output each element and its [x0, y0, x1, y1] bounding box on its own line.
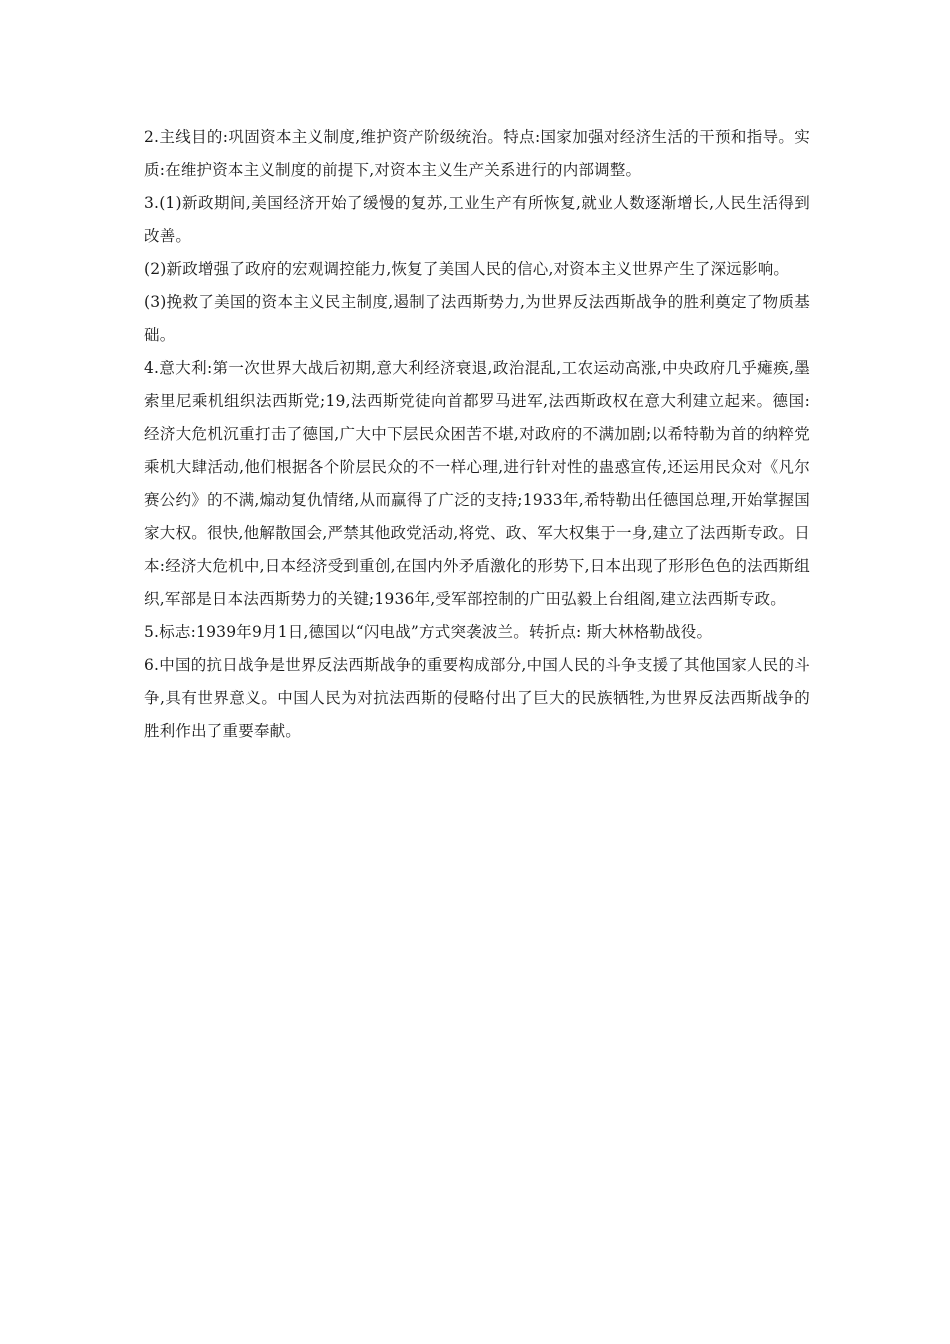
- answer-paragraph-6: 6.中国的抗日战争是世界反法西斯战争的重要构成部分,中国人民的斗争支援了其他国家人民的斗争,具有世界意义。中国人民为对抗法西斯的侵略付出了巨大的民族牺牲,为世界反法西斯战争的胜利作出了重要奉献。: [144, 656, 810, 740]
- document-page: [144, 121, 810, 748]
- answer-paragraph-4: 4.意大利:第一次世界大战后初期,意大利经济衰退,政治混乱,工农运动高涨,中央政府几乎瘫痪,墨索里尼乘机组织法西斯党;19,法西斯党徒向首都罗马进军,法西斯政权在意大利建立起来。德国:经济大危机沉重打击了德国,广大中下层民众困苦不堪,对政府的不满加剧;以希特勒为首的纳粹党乘机大肆活动,他们根据各个阶层民众的不一样心理,进行针对性的蛊惑宣传,还运用民众对《凡尔赛公约》的不满,煽动复仇情绪,从而赢得了广泛的支持;1933年,希特勒出任德国总理,开始掌握国家大权。很快,他解散国会,严禁其他政党活动,将党、政、军大权集于一身,建立了法西斯专政。日本:经济大危机中,日本经济受到重创,在国内外矛盾激化的形势下,日本出现了形形色色的法西斯组织,军部是日本法西斯势力的关键;1936年,受军部控制的广田弘毅上台组阁,建立法西斯专政。: [144, 359, 810, 608]
- answer-paragraph-3-2: (2)新政增强了政府的宏观调控能力,恢复了美国人民的信心,对资本主义世界产生了深远影响。: [144, 260, 790, 278]
- answer-paragraph-3-1: 3.(1)新政期间,美国经济开始了缓慢的复苏,工业生产有所恢复,就业人数逐渐增长,人民生活得到改善。: [144, 194, 810, 245]
- answer-paragraph-5: 5.标志:1939年9月1日,德国以“闪电战”方式突袭波兰。转折点: 斯大林格勒战役。: [144, 623, 713, 641]
- answer-paragraph-2: 2.主线目的:巩固资本主义制度,维护资产阶级统治。特点:国家加强对经济生活的干预和指导。实质:在维护资本主义制度的前提下,对资本主义生产关系进行的内部调整。: [144, 128, 810, 179]
- answer-paragraph-3-3: (3)挽救了美国的资本主义民主制度,遏制了法西斯势力,为世界反法西斯战争的胜利奠定了物质基础。: [144, 293, 810, 344]
